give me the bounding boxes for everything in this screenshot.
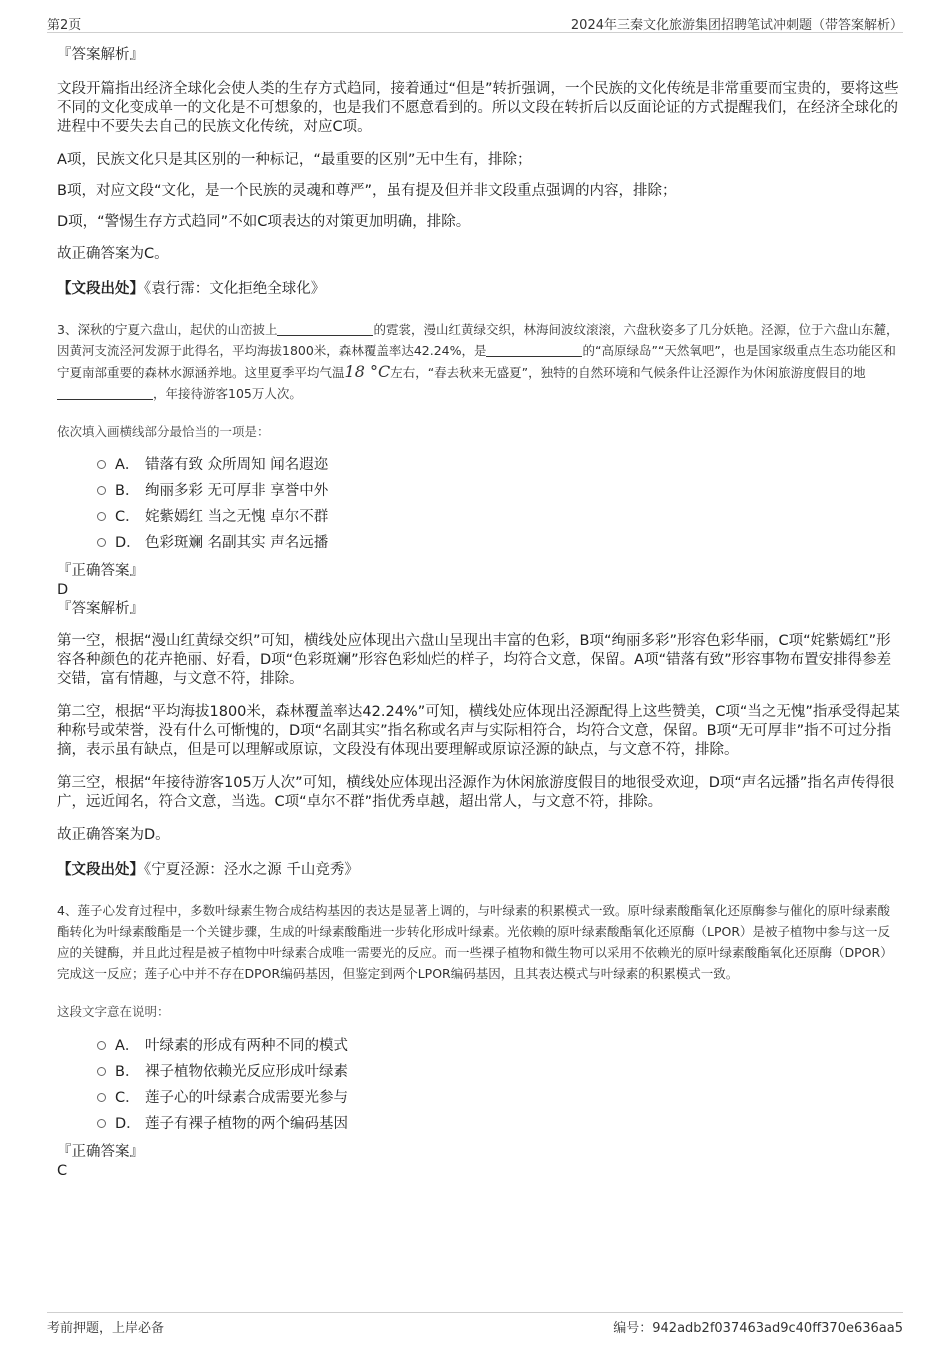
q3-blank-3 [57,386,153,400]
q3-analysis-label: 『答案解析』 [57,601,144,617]
q2-source [57,280,900,299]
page-header [47,12,903,33]
q2-source-text: 《袁行霈：文化拒绝全球化》 [144,281,326,297]
radio-icon[interactable] [97,486,106,495]
q3-option-a[interactable]: A． 错落有致 众所周知 闻名遐迩 [57,452,900,478]
q3-analysis-3: 第三空，根据“年接待游客105万人次”可知，横线处应体现出泾源作为休闲旅游度假目的地很受欢迎，D项“声名远播”指名声传得很广，远近闻名，符合文意，当选。C项“卓尔不群”指优秀卓越，超出常人，与文意不符，排除。 [57,775,895,810]
q3-analysis-2: 第二空，根据“平均海拔1800米，森林覆盖率达42.24%”可知，横线处应体现出泾源配得上这些赞美，C项“当之无愧”指承受得起某种称号或荣誉，没有什么可惭愧的，D项“名副其实”指名称或名声与实际相符合，均符合文意，保留。B项“无可厚非”指不可过分指摘，表示虽有缺点，但是可以理解或原谅，文段没有体现出要理解或原谅泾源的缺点，与文意不符，排除。 [57,704,900,758]
q3-source-label: 【文段出处】 [57,862,144,878]
document-body [57,44,900,1181]
q2-source-label: 【文段出处】 [57,281,144,297]
radio-icon[interactable] [97,1093,106,1102]
q2-analysis: 文段开篇指出经济全球化会使人类的生存方式趋同，接着通过“但是”转折强调，一个民族的文化传统是非常重要而宝贵的，要将这些不同的文化变成单一的文化是不可想象的，也是我们不愿意看到的。所以文段在转折后以反面论证的方式提醒我们，在经济全球化的进程中不要失去自己的民族文化传统，对应C项。 [57,81,899,135]
q3-options [57,452,900,556]
q3-conclusion: 故正确答案为D。 [57,827,170,843]
q4-option-c[interactable]: C． 莲子心的叶绿素合成需要光参与 [57,1085,900,1111]
radio-icon[interactable] [97,538,106,547]
document-title: 2024年三秦文化旅游集团招聘笔试冲刺题（带答案解析） [570,18,903,33]
q3-answer-label: 『正确答案』 [57,563,144,579]
q3-source [57,861,900,880]
q4-answer: C [57,1163,68,1179]
q3-option-b[interactable]: B． 绚丽多彩 无可厚非 享誉中外 [57,478,900,504]
radio-icon[interactable] [97,460,106,469]
q4-prompt: 这段文字意在说明： [57,1004,170,1019]
page-footer [47,1312,903,1335]
q4-option-b[interactable]: B． 裸子植物依赖光反应形成叶绿素 [57,1059,900,1085]
q2-note-a: A项，民族文化只是其区别的一种标记，“最重要的区别”无中生有，排除； [57,152,532,168]
q3-prompt: 依次填入画横线部分最恰当的一项是： [57,424,270,439]
q3-temperature: 18 °C [344,362,391,381]
footer-slogan: 考前押题，上岸必备 [47,1321,165,1336]
q3-option-c[interactable]: C． 姹紫嫣红 当之无愧 卓尔不群 [57,504,900,530]
q3-analysis-1: 第一空，根据“漫山红黄绿交织”可知，横线处应体现出六盘山呈现出丰富的色彩，B项“绚丽多彩”形容色彩华丽，C项“姹紫嫣红”形容各种颜色的花卉艳丽、好看，D项“色彩斑斓”形容色彩灿烂的样子，均符合文意，保留。A项“错落有致”形容事物布置安排得参差交错，富有情趣，与文意不符，排除。 [57,633,892,687]
q3-blank-2 [486,343,582,357]
radio-icon[interactable] [97,1119,106,1128]
page-number: 第2页 [47,18,82,33]
radio-icon[interactable] [97,1041,106,1050]
q3-source-text: 《宁夏泾源：泾水之源 千山竞秀》 [144,862,359,878]
q2-note-b: B项，对应文段“文化，是一个民族的灵魂和尊严”，虽有提及但并非文段重点强调的内容，排除； [57,183,677,199]
q4-option-a[interactable]: A． 叶绿素的形成有两种不同的模式 [57,1033,900,1059]
q4-option-d[interactable]: D． 莲子有裸子植物的两个编码基因 [57,1111,900,1137]
q3-answer: D [57,582,69,598]
q4-stem: 4、莲子心发育过程中，多数叶绿素生物合成结构基因的表达是显著上调的，与叶绿素的积累模式一致。原叶绿素酸酯氧化还原酶参与催化的原叶绿素酸酯转化为叶绿素酸酯是一个关键步骤，生成的叶绿素酸酯进一步转化形成叶绿素。光依赖的原叶绿素酸酯氧化还原酶（LPOR）是被子植物中参与这一反应的关键酶，并且此过程是被子植物中叶绿素合成唯一需要光的反应。而一些裸子植物和微生物可以采用不依赖光的原叶绿素酸酯氧化还原酶（DPOR）完成这一反应；莲子心中并不存在DPOR编码基因，但鉴定到两个LPOR编码基因，且其表达模式与叶绿素的积累模式一致。 [57,903,893,981]
q3-option-d[interactable]: D． 色彩斑斓 名副其实 声名远播 [57,530,900,556]
radio-icon[interactable] [97,512,106,521]
q3-stem: 3、深秋的宁夏六盘山，起伏的山峦披上 的霓裳，漫山红黄绿交织，林海间波纹滚滚，六盘秋姿多了几分妖艳。泾源，位于六盘山东麓，因黄河支流泾河发源于此得名，平均海拔1800米，森林覆盖率达42.24%，是 的“高原绿岛”“天然氧吧”，也是国家级重点生态功能区和宁夏南部重要的森林水源涵养地。这里夏季平均气温18 °C左右，“春去秋来无盛夏”，独特的自然环境和气候条件让泾源作为休闲旅游度假目的地，年接待游客105万人次。 [57,322,899,401]
document-code: 编号：942adb2f037463ad9c40ff370e636aa5 [613,1321,903,1336]
q4-options [57,1033,900,1137]
q2-note-d: D项，“警惕生存方式趋同”不如C项表达的对策更加明确，排除。 [57,214,471,230]
q3-blank-1 [277,322,373,336]
q2-analysis-label: 『答案解析』 [57,47,144,63]
radio-icon[interactable] [97,1067,106,1076]
q2-conclusion: 故正确答案为C。 [57,246,169,262]
q4-answer-label: 『正确答案』 [57,1144,144,1160]
